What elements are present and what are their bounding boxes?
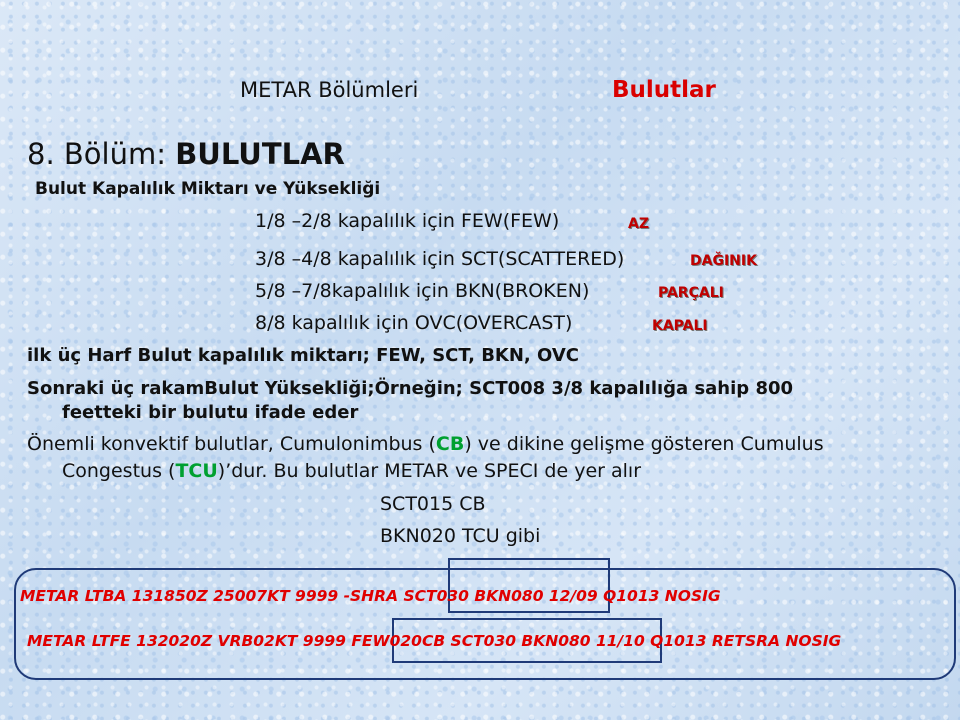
topic-header: Bulutlar [612, 77, 716, 103]
coverage-row: 5/8 –7/8kapalılık için BKN(BROKEN) [255, 280, 590, 302]
coverage-row: 1/8 –2/8 kapalılık için FEW(FEW) [255, 210, 560, 232]
coverage-tag: AZ [628, 216, 649, 232]
metar-line: METAR LTFE 132020Z VRB02KT 9999 FEW020CB SCT030 BKN080 11/10 Q1013 RETSRA NOSIG [27, 632, 842, 650]
slide-title [27, 137, 345, 171]
title-prefix: 8. Bölüm: [27, 137, 176, 171]
subtitle: Bulut Kapalılık Miktarı ve Yüksekliği [35, 179, 381, 199]
coverage-row: 3/8 –4/8 kapalılık için SCT(SCATTERED) [255, 248, 625, 270]
coverage-row: 8/8 kapalılık için OVC(OVERCAST) [255, 312, 573, 334]
section-header: METAR Bölümleri [240, 78, 419, 102]
convective-text-a: Önemli konvektif bulutlar, Cumulonimbus ( [27, 433, 436, 455]
cb-code: CB [435, 433, 465, 455]
convective-note-line1 [27, 433, 824, 455]
coverage-tag: DAĞINIK [690, 253, 757, 269]
convective-text-c: Congestus ( [62, 460, 176, 482]
convective-text-b: ) ve dikine gelişme gösteren Cumulus [464, 433, 824, 455]
metar-line: METAR LTBA 131850Z 25007KT 9999 -SHRA SCT030 BKN080 12/09 Q1013 NOSIG [20, 587, 721, 605]
convective-note-line2 [62, 460, 641, 482]
height-note-line2: feetteki bir bulutu ifade eder [62, 402, 359, 423]
coverage-tag: PARÇALI [658, 285, 724, 301]
example-line: SCT015 CB [380, 493, 486, 515]
abbreviation-note: ilk üç Harf Bulut kapalılık miktarı; FEW, SCT, BKN, OVC [27, 345, 579, 366]
height-note-line1: Sonraki üç rakamBulut Yüksekliği;Örneğin; SCT008 3/8 kapalılığa sahip 800 [27, 378, 794, 399]
example-line: BKN020 TCU gibi [380, 525, 541, 547]
tcu-code: TCU [175, 460, 218, 482]
convective-text-d: )’dur. Bu bulutlar METAR ve SPECI de yer alır [217, 460, 642, 482]
title-bold: BULUTLAR [175, 137, 345, 171]
coverage-tag: KAPALI [652, 318, 708, 334]
